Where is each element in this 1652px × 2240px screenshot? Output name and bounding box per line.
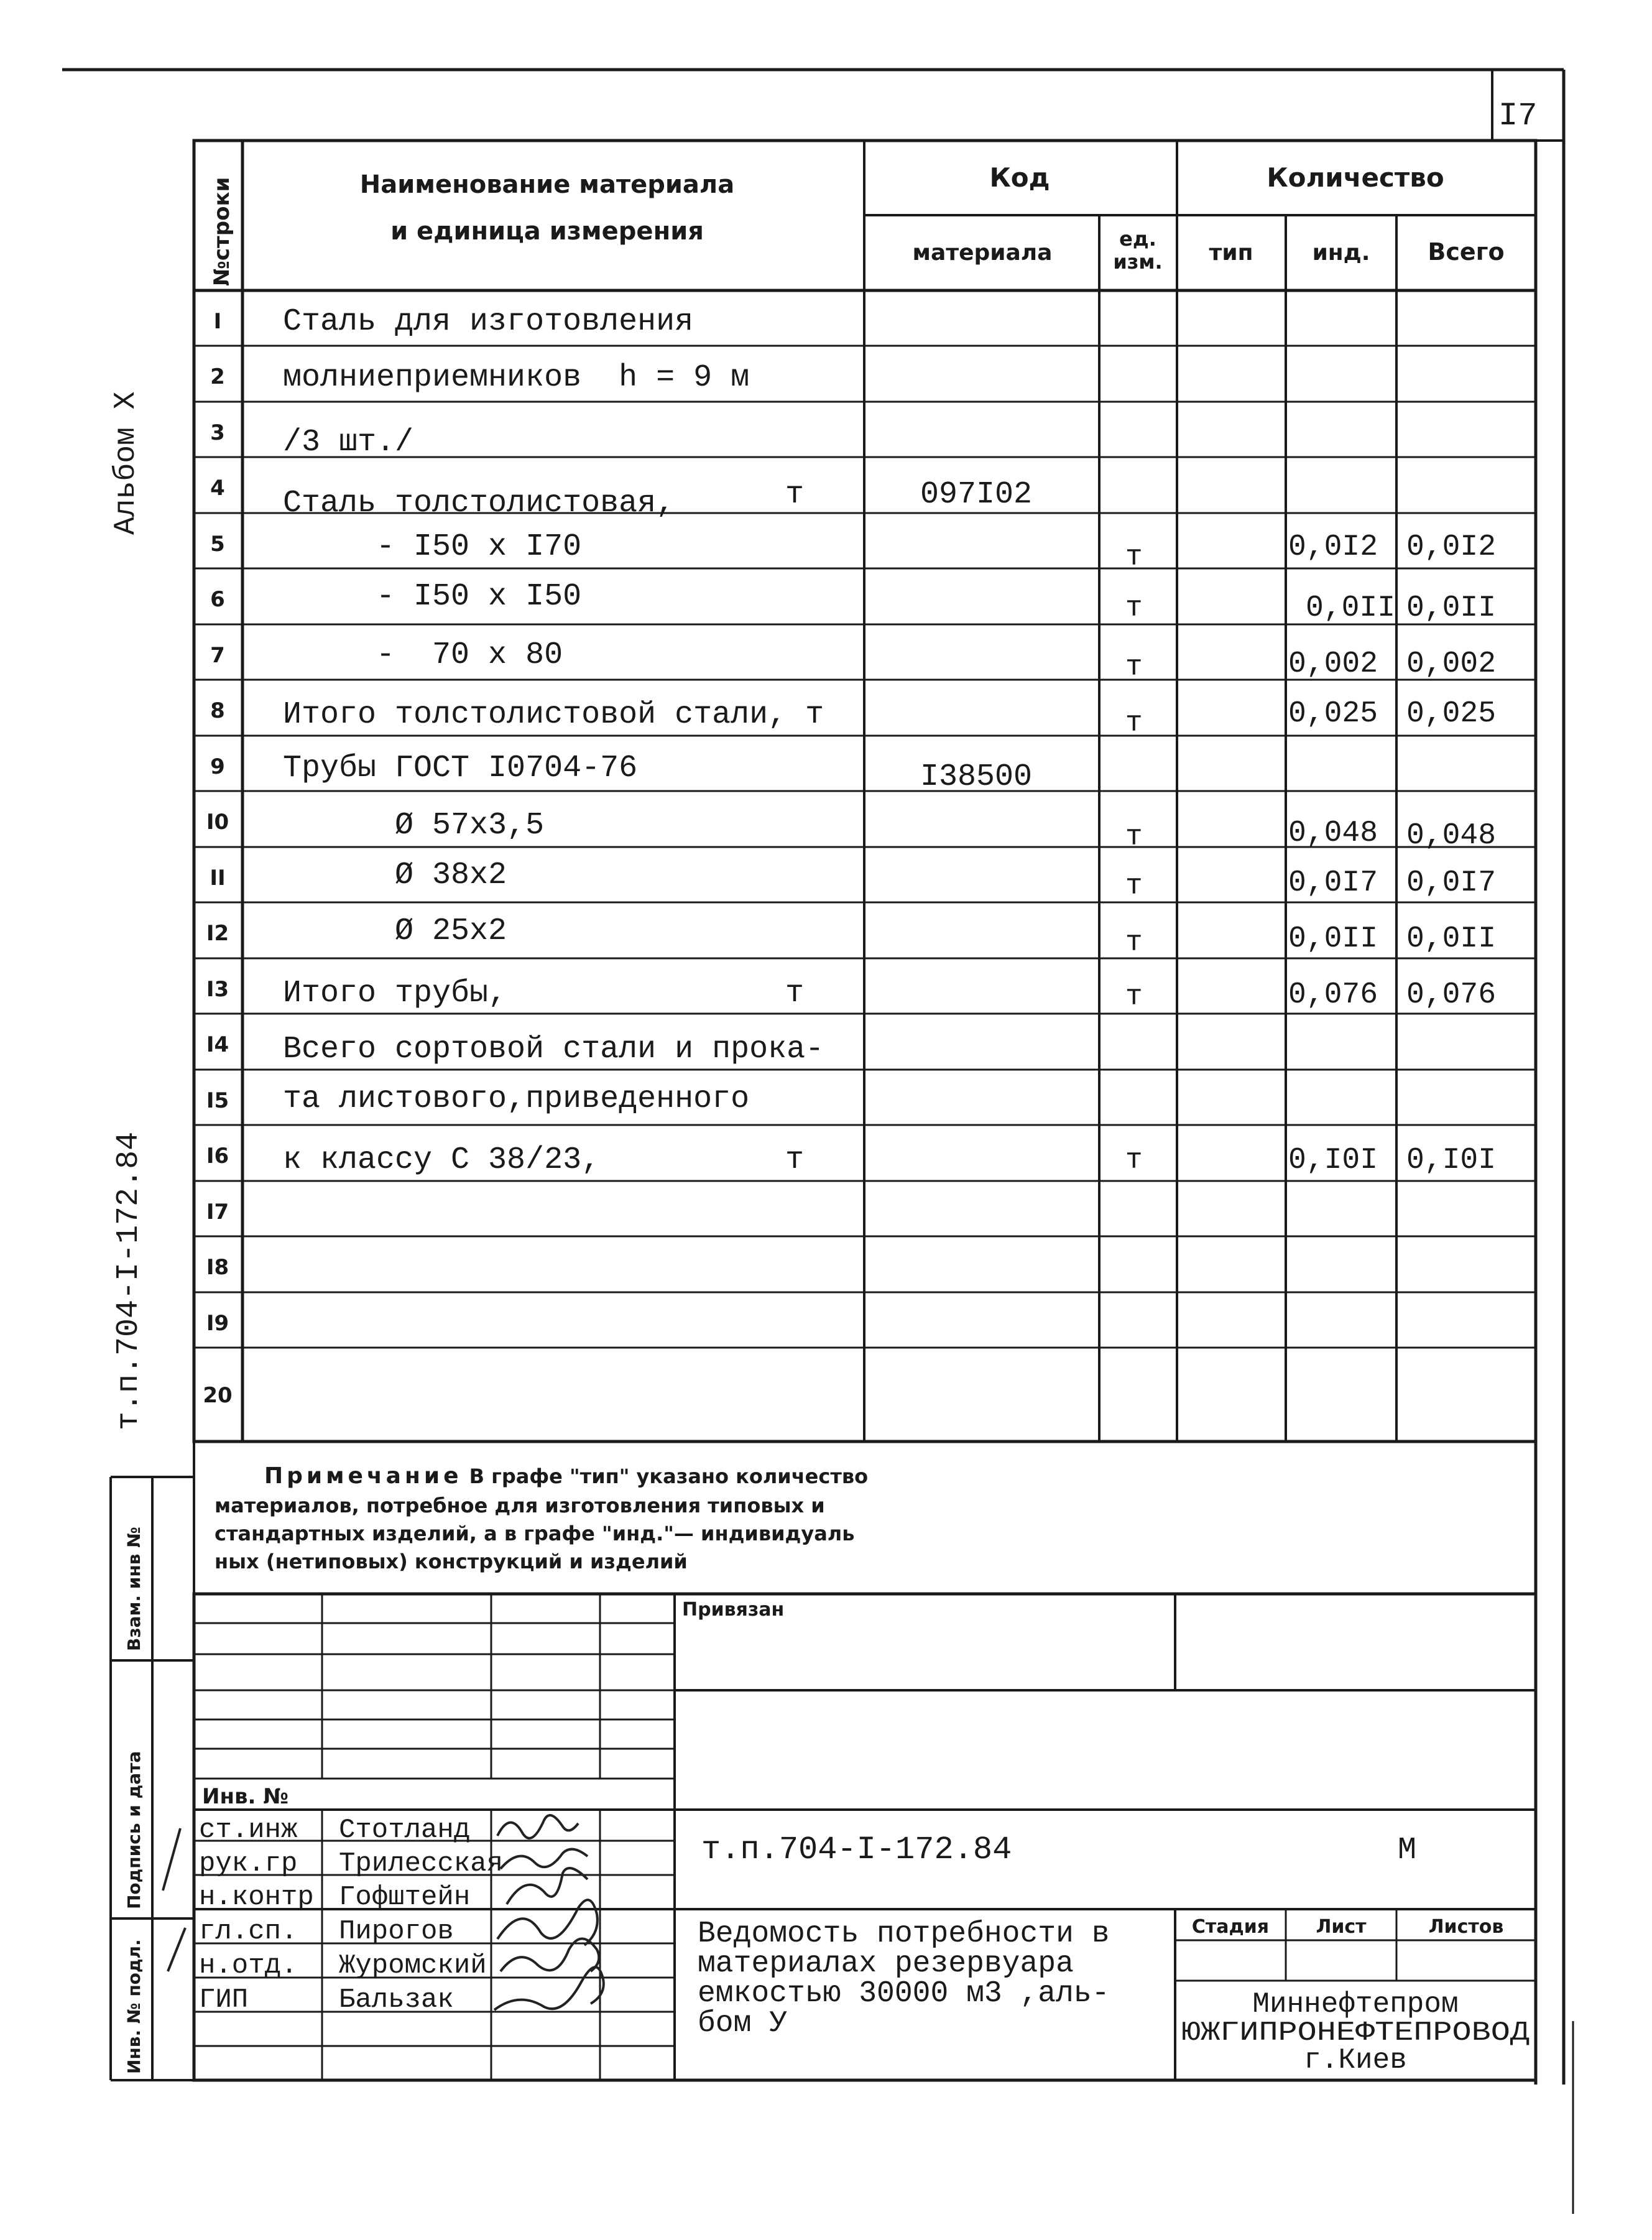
row-qty-total: 0,0II [1406, 591, 1497, 625]
row-qty-total: 0,076 [1406, 978, 1497, 1012]
header-code: Код [989, 162, 1050, 193]
row-material-name: Итого трубы, [283, 976, 507, 1011]
org-line3: г.Киев [1304, 2044, 1407, 2076]
person-name: Бальзак [339, 1984, 454, 2016]
note-text-line3: стандартных изделий, а в графе "инд."— индивидуаль [215, 1522, 855, 1545]
person-name: Журомский [339, 1950, 487, 1981]
row-material-name: - 70 x 80 [283, 637, 563, 673]
table-row [210, 579, 1496, 625]
person-name: Пирогов [339, 1916, 454, 1947]
row-unit: т [1125, 870, 1143, 902]
header-name-line2: и единица измерения [390, 217, 704, 246]
row-number: 7 [210, 643, 225, 668]
doc-mark: М [1398, 1833, 1417, 1868]
row-number: II [210, 866, 226, 891]
row-number: I [213, 309, 222, 334]
row-number: I3 [206, 977, 229, 1002]
row-qty-total: 0,I0I [1406, 1144, 1497, 1177]
table-row [206, 1255, 229, 1280]
person-name: Гофштейн [339, 1882, 471, 1913]
row-qty-ind: 0,048 [1288, 817, 1378, 850]
person-role: н.контр [199, 1882, 314, 1913]
person-name: Стотланд [339, 1815, 471, 1846]
table-row [206, 1081, 749, 1117]
row-unit: т [1125, 541, 1143, 573]
row-material-name: к классу С 38/23, [283, 1142, 601, 1178]
row-material-name: Сталь для изготовления [283, 304, 694, 340]
doc-title-line3: емкостью 30000 м3 ,аль- [698, 1977, 1110, 2011]
row-qty-total: 0,048 [1406, 819, 1497, 853]
row-qty-total: 0,0II [1406, 922, 1497, 956]
row-material-name: Ø 25x2 [283, 914, 507, 949]
row-qty-total: 0,0I2 [1406, 530, 1497, 564]
table-row [210, 529, 1496, 573]
label-sheets: Листов [1428, 1916, 1504, 1938]
row-qty-ind: 0,002 [1288, 647, 1378, 681]
row-qty-total: 0,002 [1406, 647, 1497, 681]
row-number: I2 [206, 921, 229, 946]
header-name-line1: Наименование материала [359, 170, 735, 199]
table-row [210, 751, 1032, 795]
table-row [203, 1383, 232, 1408]
signature-trilesskaya [501, 1849, 588, 1869]
side-podpis-data: Подпись и дата [124, 1751, 144, 1909]
doc-title-line1: Ведомость потребности в [698, 1917, 1110, 1951]
row-unit-in-name: т [785, 477, 805, 512]
row-number: I5 [206, 1088, 229, 1113]
row-material-name: Ø 38x2 [283, 858, 507, 893]
row-unit: т [1125, 981, 1143, 1013]
row-material-name: - I50 x I70 [283, 529, 582, 565]
doc-code: т.п.704-I-172.84 [701, 1831, 1012, 1868]
note-block [194, 1442, 1536, 1594]
row-number: 20 [203, 1383, 233, 1408]
row-material-code: I38500 [920, 759, 1033, 795]
row-number: 8 [210, 698, 225, 723]
org-line2: ЮЖГИПРОНЕФТЕПРОВОД [1181, 2017, 1530, 2048]
row-number: 4 [210, 476, 225, 501]
row-material-name: Итого толстолистовой стали, т [283, 697, 824, 733]
table-row [210, 420, 413, 460]
person-role: н.отд. [199, 1950, 298, 1981]
label-stage: Стадия [1191, 1916, 1270, 1938]
row-qty-ind: 0,I0I [1288, 1144, 1378, 1177]
side-inv-podl: Инв. № подл. [124, 1939, 144, 2074]
title-block [199, 1599, 1530, 2076]
row-number: I8 [206, 1255, 229, 1280]
row-material-name: та листового,приведенного [283, 1081, 750, 1117]
label-inv-no: Инв. № [202, 1784, 289, 1809]
left-stamp-strip [111, 1477, 194, 2080]
table-row [210, 360, 749, 396]
table-row [206, 1032, 824, 1067]
person-role: рук.гр [199, 1848, 298, 1879]
note-text-line2: материалов, потребное для изготовления типовых и [215, 1494, 825, 1517]
signature-balzak [494, 1967, 604, 2010]
row-material-code: 097I02 [920, 477, 1033, 512]
doc-title-line4: бом У [698, 2007, 788, 2040]
header-code-unit-1: ед. [1119, 227, 1156, 251]
table-row [206, 1200, 229, 1224]
side-project-code: т.п.704-I-172.84 [111, 1131, 147, 1430]
table-row [206, 1311, 229, 1336]
margin-marks [163, 1828, 185, 1971]
row-number: 6 [210, 587, 225, 612]
row-qty-total: 0,0I7 [1406, 866, 1497, 900]
row-qty-ind: 0,0II [1306, 591, 1396, 625]
row-number: I9 [206, 1311, 229, 1336]
signature-gofshtein [507, 1868, 588, 1904]
table-row [206, 976, 1496, 1013]
label-privyazan: Привязан [682, 1599, 785, 1621]
note-text-line1 [264, 1463, 868, 1489]
row-unit: т [1125, 1144, 1143, 1177]
header-quantity-ind: инд. [1312, 240, 1370, 266]
note-text-line4: ных (нетиповых) конструкций и изделий [215, 1550, 688, 1573]
table-row [206, 914, 1496, 959]
row-number: I7 [206, 1200, 229, 1224]
person-name: Трилесская [339, 1848, 504, 1879]
row-unit-in-name: т [785, 1142, 805, 1178]
row-material-name: молниеприемников h = 9 м [283, 360, 750, 396]
row-material-name: Сталь толстолистовая, [283, 486, 675, 521]
header-row-number: №строки [210, 177, 234, 286]
row-number: I6 [206, 1144, 229, 1169]
row-number: 3 [210, 420, 225, 445]
row-unit: т [1125, 821, 1143, 853]
row-number: I4 [206, 1032, 229, 1057]
row-unit: т [1125, 707, 1143, 739]
row-number: 2 [210, 364, 225, 389]
row-qty-ind: 0,025 [1288, 697, 1378, 731]
row-unit-in-name: т [785, 976, 805, 1011]
row-material-name: Всего сортовой стали и прока- [283, 1032, 824, 1067]
row-qty-total: 0,025 [1406, 697, 1497, 731]
row-number: I0 [206, 810, 229, 835]
label-sheet: Лист [1316, 1916, 1367, 1938]
row-number: 5 [210, 532, 225, 557]
table-row [210, 476, 1032, 521]
table-row [210, 858, 1496, 902]
row-unit: т [1125, 927, 1143, 959]
person-role: гл.сп. [199, 1916, 298, 1947]
row-qty-ind: 0,0I2 [1288, 530, 1378, 564]
header-quantity: Количество [1267, 162, 1444, 193]
row-qty-ind: 0,076 [1288, 978, 1378, 1012]
sheet-number: I7 [1498, 98, 1538, 134]
signatures [494, 1815, 604, 2010]
row-material-name: /3 шт./ [283, 425, 414, 460]
row-material-name: Ø 57x3,5 [283, 808, 545, 843]
side-album-label: Альбом X [109, 391, 143, 535]
row-qty-ind: 0,0I7 [1288, 866, 1378, 900]
table-row [214, 304, 693, 340]
table-rows [203, 304, 1496, 1408]
side-vzam-inv: Взам. инв № [124, 1527, 144, 1651]
header-code-unit-2: изм. [1113, 250, 1163, 274]
row-unit: т [1125, 592, 1143, 624]
row-unit: т [1125, 651, 1143, 683]
note-line1: В графе "тип" указано количество [462, 1465, 869, 1488]
row-number: 9 [210, 754, 225, 779]
org-line1: Миннефтепром [1252, 1988, 1459, 2020]
person-role: ст.инж [199, 1815, 298, 1846]
table-header [210, 162, 1505, 286]
table-row [210, 697, 1496, 739]
table-row [206, 1142, 1496, 1178]
row-material-name: Трубы ГОСТ I0704-76 [283, 751, 638, 786]
row-material-name: - I50 x I50 [283, 579, 582, 614]
note-lead: Примечание [264, 1463, 463, 1489]
header-code-material: материала [912, 240, 1053, 266]
header-quantity-total: Всего [1428, 238, 1505, 266]
doc-title-line2: материалах резервуара [698, 1947, 1074, 1981]
header-quantity-type: тип [1209, 240, 1253, 266]
row-qty-ind: 0,0II [1288, 922, 1378, 956]
signature-stotland [497, 1815, 578, 1838]
table-row [210, 637, 1496, 683]
person-role: ГИП [199, 1984, 249, 2016]
